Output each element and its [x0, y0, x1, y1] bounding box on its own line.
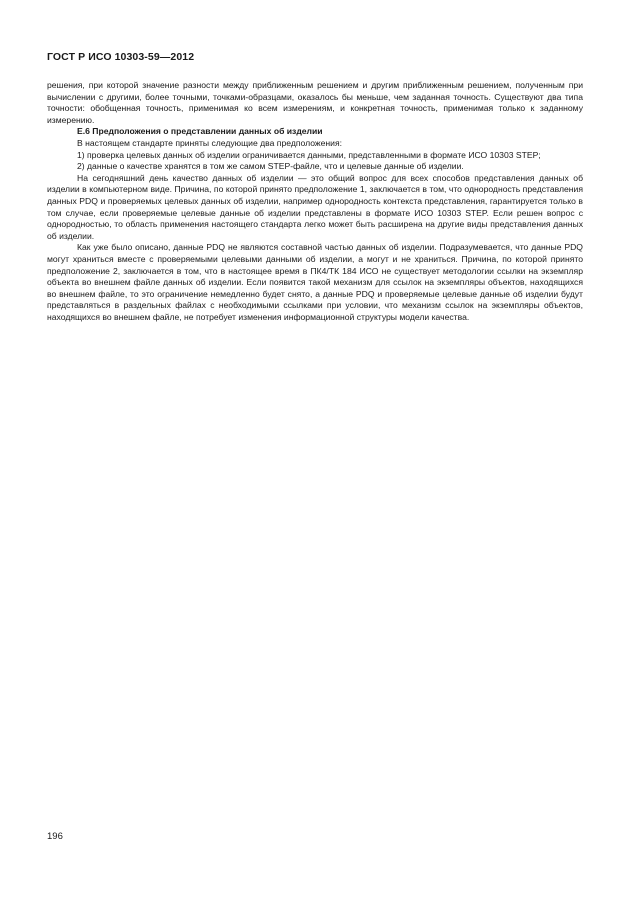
list-item-assumption-2: 2) данные о качестве хранятся в том же самом STEP-файле, что и целевые данные об изделии.: [77, 161, 464, 172]
document-header: ГОСТ Р ИСО 10303-59—2012: [47, 51, 195, 63]
section-heading: Е.6 Предположения о представлении данных об изделии: [77, 126, 323, 137]
page-number: 196: [47, 831, 63, 842]
document-body: [47, 80, 583, 323]
paragraph-rationale-2: Как уже было описано, данные PDQ не являются составной частью данных об изделии. Подразумевается, что данные PDQ могут храниться вместе с проверяемыми целевыми данными об изделии, а могут и не храниться. Причина, по которой принято предположение 2, заключается в том, что в настоящее время в ПК4/ТК 184 ИСО не существует методологии ссылки на экземпляр объекта во внешнем файле данных об изделии. Если появится такой механизм для ссылок на экземпляры объектов, находящихся во внешнем файле, то это ограничение немедленно будет снято, а данные PDQ и проверяемые целевые данные об изделии будут представляться в раздельных файлах с необходимыми ссылками при условии, что механизм ссылок на экземпляры объектов, находящихся во внешнем файле, не потребует изменения информационной структуры модели качества.: [47, 242, 583, 322]
paragraph-continuation: решения, при которой значение разности между приближенным решением и другим приближенным решением, полученным при вычислении с другими, более точными, точками-образцами, оказалось бы меньше, чем заданная точность. Существуют два типа точности: обобщенная точность, применимая ко всем измерениям, и конкретная точность, применимая только к заданному измерению.: [47, 80, 583, 125]
paragraph-rationale-1: На сегодняшний день качество данных об изделии — это общий вопрос для всех способов представления данных об изделии в компьютерном виде. Причина, по которой принято предположение 1, заключается в том, что однородность представления данных PDQ и проверяемых целевых данных об изделии, например однородность контекста представления, гарантируется только в том случае, если проверяемые целевые данные об изделии представлены в формате ИСО 10303 STEP. Если решен вопрос с однородностью, то область применения настоящего стандарта легко может быть расширена на другие виды представления данных об изделии.: [47, 172, 583, 241]
list-item-assumption-1: 1) проверка целевых данных об изделии ограничивается данными, представленными в формате ИСО 10303 STEP;: [77, 149, 541, 160]
paragraph-intro: В настоящем стандарте приняты следующие два предположения:: [77, 137, 342, 148]
